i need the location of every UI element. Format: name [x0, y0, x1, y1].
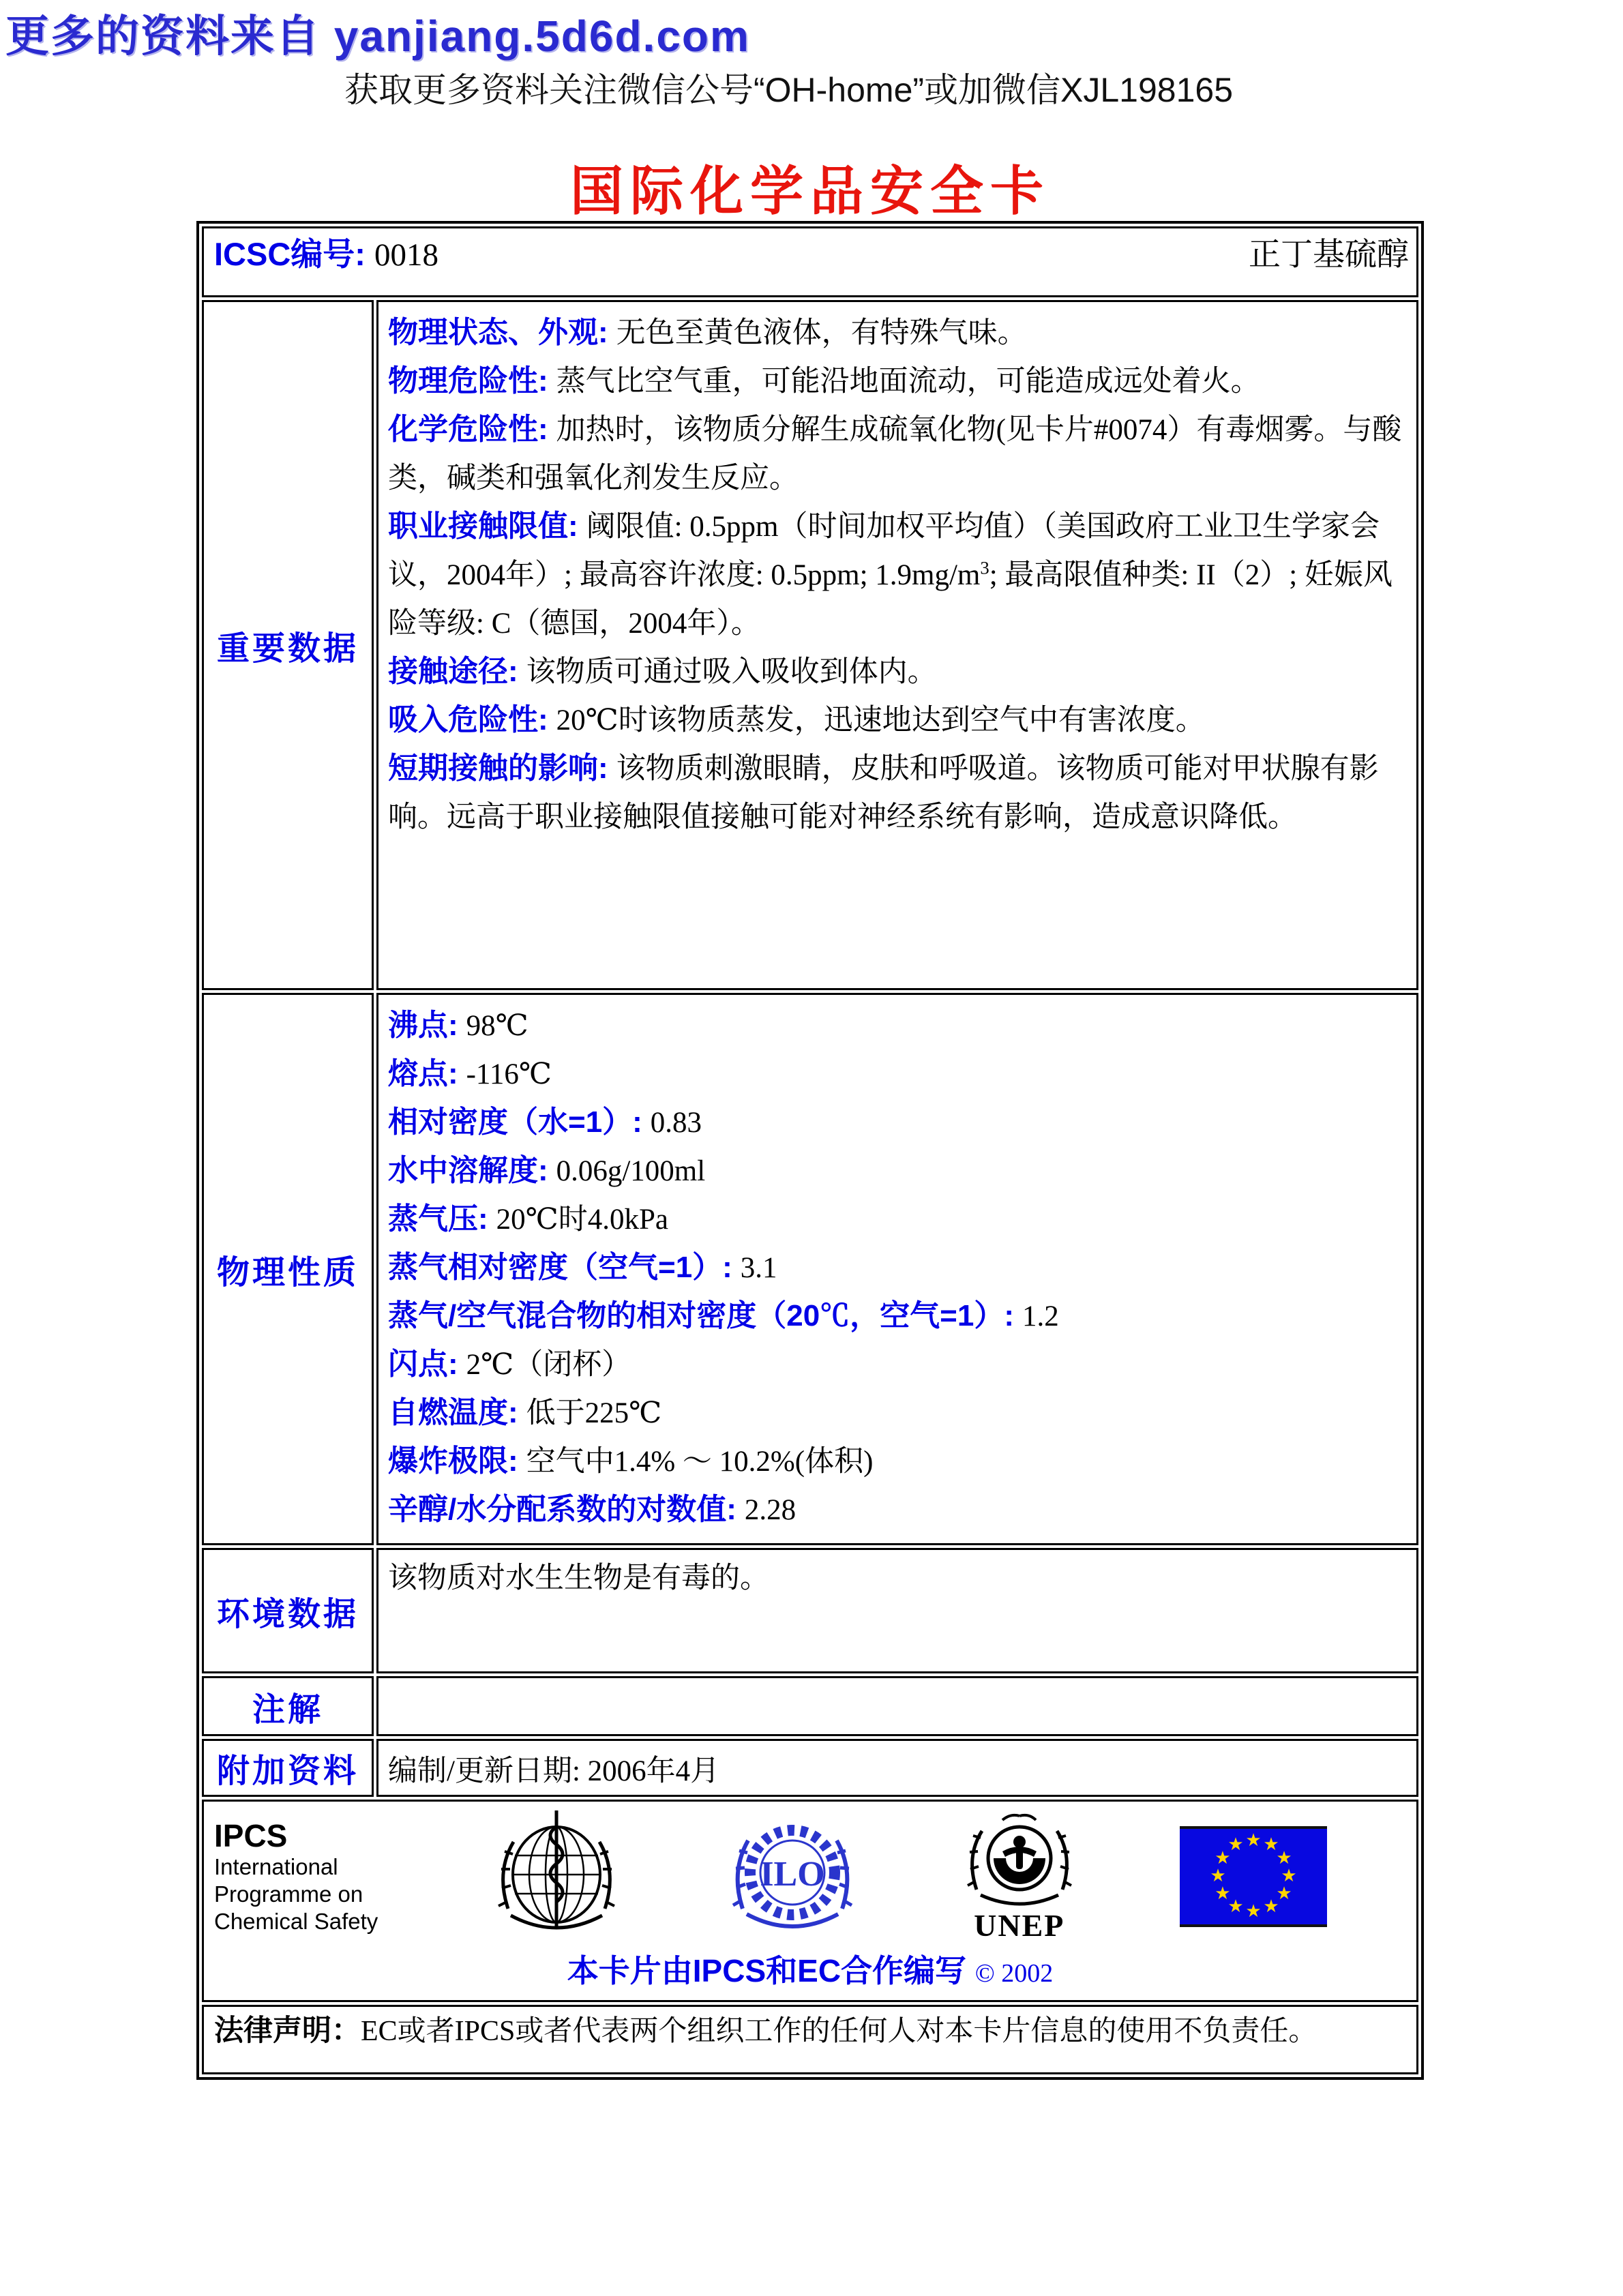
physical-property-line [388, 1050, 1405, 1099]
ipcs-line-2: Programme on [214, 1881, 363, 1907]
row-label-environmental-data-text: 环境数据 [216, 1596, 359, 1632]
field-label: 吸入危险性: [388, 703, 548, 736]
important-data-paragraph [388, 648, 1405, 696]
row-label-important-data [202, 300, 374, 990]
property-label: 爆炸极限: [388, 1444, 518, 1478]
row-label-notes-text: 注解 [252, 1691, 323, 1728]
eu-star-icon: ★ [1210, 1864, 1226, 1885]
field-label: 职业接触限值: [388, 509, 578, 543]
environmental-data-text: 该物质对水生生物是有毒的。 [388, 1562, 769, 1594]
ilo-letters: ILO [759, 1855, 825, 1894]
field-text: 无色至黄色液体，有特殊气味。 [616, 317, 1027, 349]
field-text: 蒸气比空气重，可能沿地面流动，可能造成远处着火。 [556, 366, 1260, 398]
property-label: 蒸气相对密度（空气=1）: [388, 1251, 732, 1284]
ipcs-line-1: International [214, 1853, 338, 1879]
row-label-additional-info [202, 1739, 374, 1797]
property-label: 蒸气/空气混合物的相对密度（20℃，空气=1）: [388, 1299, 1014, 1332]
page-title: 国际化学品安全卡 [569, 162, 1050, 221]
unep-logo-icon [962, 1809, 1077, 1943]
icsc-number-value: 0018 [374, 237, 439, 273]
property-label: 蒸气压: [388, 1202, 488, 1236]
eu-star-icon: ★ [1215, 1847, 1231, 1868]
property-value: 0.83 [650, 1107, 702, 1139]
property-label: 辛醇/水分配系数的对数值: [388, 1493, 736, 1526]
physical-property-line [388, 1099, 1405, 1147]
important-data-paragraph [388, 503, 1405, 648]
field-text: 阈限值: 0.5ppm（时间加权平均值）（美国政府工业卫生学家会议，2004年）; 最高容许浓度: 0.5ppm; 1.9mg/m [388, 511, 1380, 591]
property-label: 水中溶解度: [388, 1154, 548, 1187]
legal-notice-label: 法律声明： [214, 2014, 361, 2047]
property-label: 熔点: [388, 1057, 458, 1090]
physical-property-line [388, 1486, 1405, 1534]
ipcs-text-block [214, 1818, 388, 1935]
important-data-paragraph [388, 406, 1405, 503]
row-label-physical-properties [202, 993, 374, 1545]
property-value: -116℃ [466, 1058, 552, 1090]
field-text: 加热时，该物质分解生成硫氧化物(见卡片#0074）有毒烟雾。与酸类，碱类和强氧化剂发生反应。 [388, 414, 1402, 494]
physical-property-line [388, 1292, 1405, 1341]
property-value: 2℃（闭杯） [466, 1349, 631, 1381]
physical-property-line [388, 1437, 1405, 1486]
logos-cell [202, 1800, 1418, 2002]
field-label: 短期接触的影响: [388, 751, 608, 785]
eu-star-icon: ★ [1276, 1882, 1292, 1903]
physical-property-line [388, 1195, 1405, 1244]
card-caption [205, 1946, 1416, 1999]
icsc-number-label: ICSC编号: [214, 236, 366, 272]
property-value: 98℃ [466, 1010, 528, 1042]
eu-star-icon: ★ [1263, 1834, 1279, 1855]
field-text: 该物质刺激眼睛，皮肤和呼吸道。该物质可能对甲状腺有影响。远高于职业接触限值接触可能对神经系统有影响，造成意识降低。 [388, 753, 1379, 833]
notes-content [376, 1676, 1418, 1736]
additional-info-content [376, 1739, 1418, 1797]
who-logo-icon [490, 1806, 623, 1946]
field-label: 物理状态、外观: [388, 316, 608, 349]
superscript: 3 [980, 557, 989, 578]
eu-star-icon: ★ [1263, 1895, 1279, 1916]
additional-info-text: 编制/更新日期: 2006年4月 [388, 1755, 720, 1787]
field-label: 接触途径: [388, 655, 518, 688]
eu-star-icon: ★ [1215, 1882, 1231, 1903]
field-text: 该物质可通过吸入吸收到体内。 [526, 656, 937, 688]
field-label: 物理危险性: [388, 364, 548, 398]
icsc-header-cell [202, 226, 1418, 297]
important-data-content [376, 300, 1418, 990]
field-text-continued: ; 最高限值种类: II（2）; 妊娠风险等级: C（德国，2004年）。 [388, 559, 1393, 640]
ipcs-acronym: IPCS [214, 1817, 288, 1853]
icsc-card-table [196, 221, 1424, 2080]
environmental-data-content [376, 1548, 1418, 1673]
property-label: 闪点: [388, 1347, 458, 1381]
property-label: 沸点: [388, 1009, 458, 1042]
promo-wechat-text: 获取更多资料关注微信公号“OH-home”或加微信XJL198165 [344, 71, 1234, 109]
physical-property-line [388, 1002, 1405, 1050]
eu-flag-icon [1180, 1826, 1327, 1927]
row-label-notes [202, 1676, 374, 1736]
eu-star-icon: ★ [1281, 1864, 1297, 1885]
legal-notice-cell [202, 2005, 1418, 2074]
property-value: 2.28 [744, 1494, 796, 1526]
eu-star-icon: ★ [1245, 1900, 1262, 1921]
row-label-physical-properties-text: 物理性质 [216, 1254, 359, 1291]
property-value: 20℃时4.0kPa [496, 1204, 668, 1236]
eu-star-icon: ★ [1276, 1847, 1292, 1868]
physical-property-line [388, 1389, 1405, 1437]
important-data-paragraph [388, 357, 1405, 406]
copyright-text: © 2002 [974, 1959, 1054, 1988]
card-caption-text: 本卡片由IPCS和EC合作编写 [567, 1953, 967, 1988]
unep-wordmark: UNEP [974, 1908, 1065, 1943]
important-data-paragraph [388, 309, 1405, 357]
ipcs-line-3: Chemical Safety [214, 1908, 378, 1934]
property-value: 空气中1.4% ～ 10.2%(体积) [526, 1446, 874, 1478]
property-label: 相对密度（水=1）: [388, 1105, 642, 1139]
property-label: 自燃温度: [388, 1396, 518, 1429]
property-value: 0.06g/100ml [556, 1155, 706, 1187]
row-label-important-data-text: 重要数据 [216, 630, 359, 667]
important-data-paragraph [388, 696, 1405, 745]
chemical-name: 正丁基硫醇 [1249, 237, 1409, 273]
ilo-logo-icon [726, 1806, 859, 1946]
important-data-paragraph [388, 745, 1405, 841]
eu-star-icon: ★ [1227, 1834, 1244, 1855]
property-value: 3.1 [740, 1252, 777, 1284]
field-label: 化学危险性: [388, 413, 548, 446]
physical-property-line [388, 1341, 1405, 1389]
property-value: 1.2 [1022, 1300, 1059, 1332]
promo-site-link[interactable]: 更多的资料来自 yanjiang.5d6d.com [5, 12, 750, 61]
eu-star-icon: ★ [1245, 1829, 1262, 1850]
eu-star-icon: ★ [1227, 1895, 1244, 1916]
field-text: 20℃时该物质蒸发，迅速地达到空气中有害浓度。 [556, 704, 1205, 736]
property-value: 低于225℃ [526, 1397, 662, 1429]
row-label-environmental-data [202, 1548, 374, 1673]
row-label-additional-info-text: 附加资料 [216, 1753, 359, 1789]
physical-property-line [388, 1244, 1405, 1292]
legal-notice-text: EC或者IPCS或者代表两个组织工作的任何人对本卡片信息的使用不负责任。 [361, 2016, 1317, 2047]
physical-property-line [388, 1147, 1405, 1195]
physical-properties-content [376, 993, 1418, 1545]
